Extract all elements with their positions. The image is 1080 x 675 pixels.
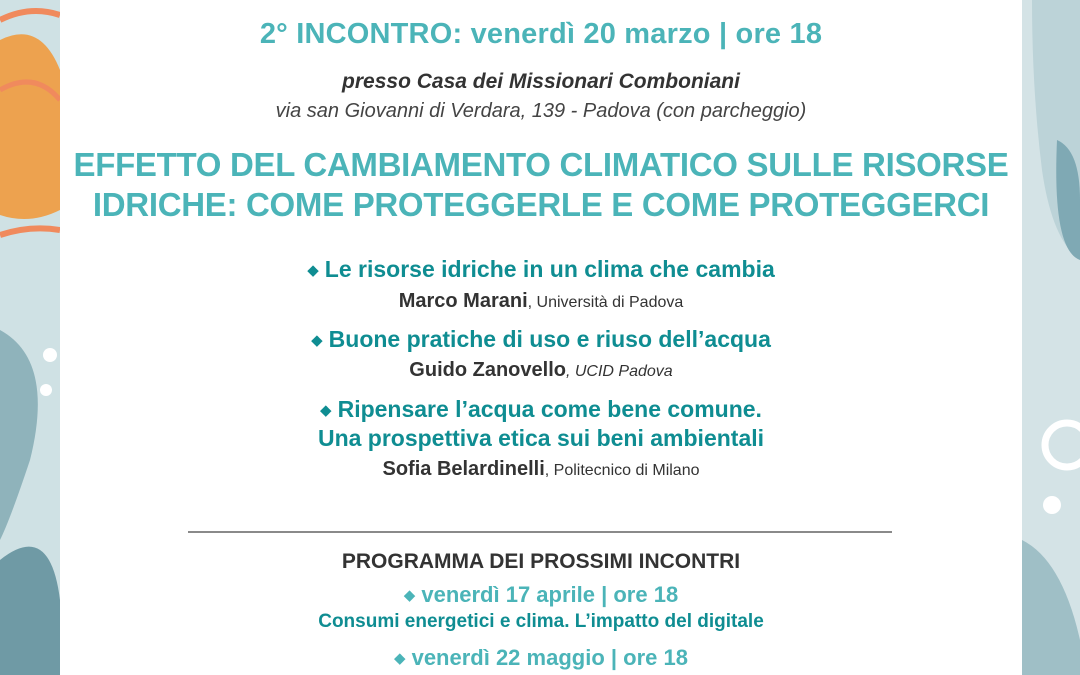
event-title (60, 145, 1022, 225)
speaker-affiliation: , Politecnico di Milano (544, 462, 700, 479)
talk-title (60, 326, 1022, 353)
diamond-bullet-icon: ◆ (403, 587, 416, 604)
diamond-bullet-icon: ◆ (311, 332, 323, 349)
event-date-line: 2° INCONTRO: venerdì 20 marzo | ore 18 (259, 18, 823, 50)
talk-title-text: Le risorse idriche in un clima che cambia (324, 256, 775, 282)
talk-title (60, 396, 1022, 423)
event-title-line-1: EFFETTO DEL CAMBIAMENTO CLIMATICO SULLE RISORSE (73, 146, 1009, 183)
event-title-line-2: IDRICHE: COME PROTEGGERLE E COME PROTEGGERCI (92, 186, 990, 223)
event-venue: presso Casa dei Missionari Comboniani (342, 70, 740, 93)
talk-title (60, 256, 1022, 283)
talk-title-text: Buone pratiche di uso e riuso dell’acqua (328, 326, 771, 352)
left-decoration (0, 0, 60, 675)
event-address: via san Giovanni di Verdara, 139 - Padova (con parcheggio) (275, 100, 807, 122)
next-event-topic: Consumi energetici e clima. L’impatto del digitale (318, 611, 764, 632)
speaker-affiliation: , UCID Padova (565, 363, 673, 380)
next-event-date-text: venerdì 17 aprile | ore 18 (421, 582, 679, 607)
speaker-name: Marco Marani (398, 290, 528, 312)
speaker-name: Sofia Belardinelli (382, 458, 545, 480)
section-divider (188, 531, 892, 533)
talk-title-line-2: Una prospettiva etica sui beni ambientali (317, 425, 765, 451)
speaker-affiliation: , Università di Padova (527, 294, 684, 311)
flyer-sheet (60, 0, 1022, 675)
talk-speaker (60, 359, 1022, 382)
next-event-date-text: venerdì 22 maggio | ore 18 (411, 645, 688, 670)
diamond-bullet-icon: ◆ (320, 402, 332, 419)
speaker-name: Guido Zanovello (409, 359, 566, 381)
talk-speaker (60, 290, 1022, 313)
diamond-bullet-icon: ◆ (307, 262, 319, 279)
program-heading: PROGRAMMA DEI PROSSIMI INCONTRI (341, 550, 741, 573)
diamond-bullet-icon: ◆ (394, 650, 406, 667)
next-event-date (60, 582, 1022, 608)
next-event-date (60, 645, 1022, 671)
talk-title-text: Ripensare l’acqua come bene comune. (337, 396, 762, 422)
right-decoration (1022, 0, 1080, 675)
talk-speaker (60, 458, 1022, 481)
